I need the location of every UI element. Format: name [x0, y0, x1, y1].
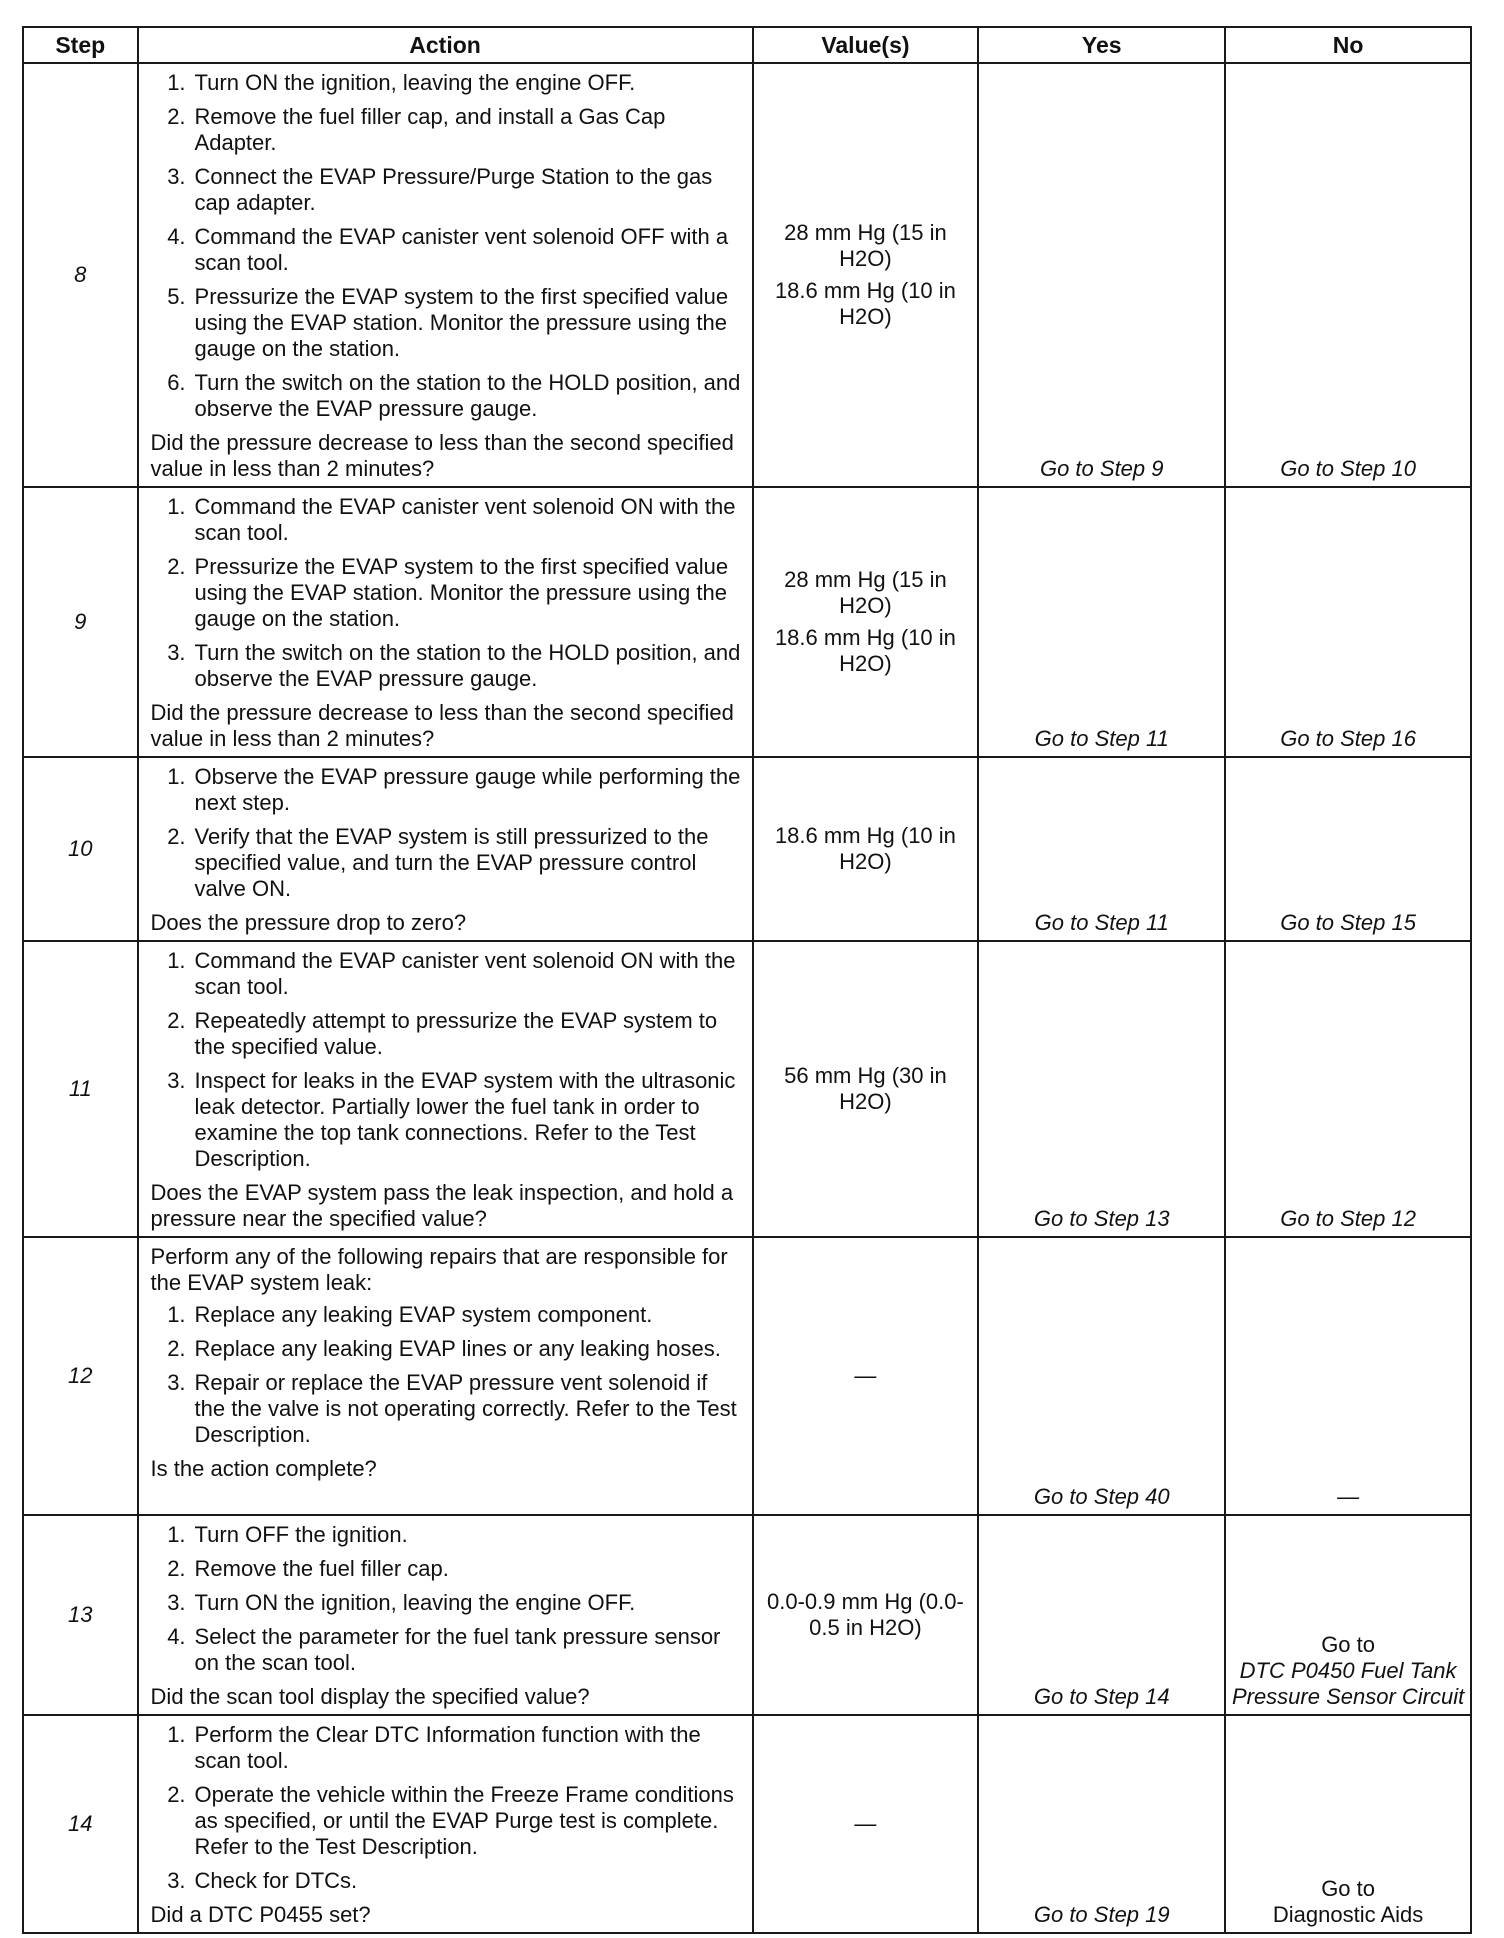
- action-list: [151, 948, 744, 1172]
- values-cell: [753, 1715, 979, 1933]
- action-item: [151, 1068, 744, 1172]
- action-item-number: 3.: [167, 640, 186, 665]
- diagnostic-table-container: [22, 26, 1472, 1934]
- action-item-number: 1.: [167, 494, 186, 519]
- values-cell: [753, 757, 979, 941]
- action-item-text: Select the parameter for the fuel tank pressure sensor on the scan tool.: [194, 1624, 721, 1675]
- action-item: [151, 370, 744, 422]
- action-item-number: 3.: [167, 1590, 186, 1615]
- action-item: [151, 1722, 744, 1774]
- action-item: [151, 948, 744, 1000]
- action-item-text: Observe the EVAP pressure gauge while performing the next step.: [194, 764, 741, 815]
- no-goto-label: Go to: [1321, 1876, 1375, 1901]
- action-item-text: Turn the switch on the station to the HOLD position, and observe the EVAP pressure gauge.: [194, 640, 741, 691]
- action-item: [151, 554, 744, 632]
- action-item: [151, 224, 744, 276]
- step-number: 12: [23, 1237, 138, 1515]
- action-item: [151, 1522, 744, 1548]
- action-item: [151, 1008, 744, 1060]
- action-item-number: 4.: [167, 1624, 186, 1649]
- table-row: [23, 757, 1471, 941]
- table-row: [23, 941, 1471, 1237]
- yes-cell: Go to Step 40: [978, 1237, 1225, 1515]
- table-body: [23, 63, 1471, 1933]
- step-number: 8: [23, 63, 138, 487]
- action-item: [151, 1868, 744, 1894]
- yes-cell: Go to Step 9: [978, 63, 1225, 487]
- header-action: Action: [138, 27, 753, 63]
- value-spec: 28 mm Hg (15 in H2O): [784, 567, 947, 618]
- action-item-text: Turn ON the ignition, leaving the engine OFF.: [194, 1590, 636, 1615]
- action-item-text: Repeatedly attempt to pressurize the EVAP system to the specified value.: [194, 1008, 718, 1059]
- action-item: [151, 494, 744, 546]
- action-item-text: Remove the fuel filler cap.: [194, 1556, 449, 1581]
- action-item-text: Command the EVAP canister vent solenoid ON with the scan tool.: [194, 948, 736, 999]
- no-cell: [1225, 1515, 1471, 1715]
- action-cell: [138, 63, 753, 487]
- action-item-text: Pressurize the EVAP system to the first specified value using the EVAP station. Monitor the pressure using the gauge on the station.: [194, 554, 729, 631]
- action-item-number: 5.: [167, 284, 186, 309]
- action-item: [151, 70, 744, 96]
- action-list: [151, 70, 744, 422]
- table-row: [23, 487, 1471, 757]
- action-item-number: 1.: [167, 948, 186, 973]
- yes-cell: Go to Step 11: [978, 757, 1225, 941]
- action-item-text: Command the EVAP canister vent solenoid ON with the scan tool.: [194, 494, 736, 545]
- value-spec: 28 mm Hg (15 in H2O): [784, 220, 947, 271]
- action-item-text: Replace any leaking EVAP lines or any leaking hoses.: [194, 1336, 721, 1361]
- action-item-number: 2.: [167, 1556, 186, 1581]
- action-cell: [138, 757, 753, 941]
- no-goto-label: Go to: [1321, 1632, 1375, 1657]
- no-cell: [1225, 1715, 1471, 1933]
- action-item-text: Repair or replace the EVAP pressure vent solenoid if the the valve is not operating correctly. Refer to the Test Description.: [194, 1370, 737, 1447]
- action-item-text: Inspect for leaks in the EVAP system with the ultrasonic leak detector. Partially lower the fuel tank in order to examine the top tank connections. Refer to the Test Description.: [194, 1068, 736, 1171]
- step-number: 9: [23, 487, 138, 757]
- action-item: [151, 1302, 744, 1328]
- action-item-number: 3.: [167, 164, 186, 189]
- action-item-text: Verify that the EVAP system is still pressurized to the specified value, and turn the EVAP pressure control valve ON.: [194, 824, 709, 901]
- yes-cell: Go to Step 19: [978, 1715, 1225, 1933]
- no-goto-reference: DTC P0450 Fuel Tank Pressure Sensor Circuit: [1231, 1658, 1465, 1709]
- value-spec: —: [854, 1811, 877, 1836]
- yes-cell: Go to Step 13: [978, 941, 1225, 1237]
- action-list: [151, 764, 744, 902]
- values-cell: [753, 63, 979, 487]
- action-list: [151, 1522, 744, 1676]
- step-number: 13: [23, 1515, 138, 1715]
- no-cell: —: [1225, 1237, 1471, 1515]
- no-cell: Go to Step 12: [1225, 941, 1471, 1237]
- diagnostic-table: [22, 26, 1472, 1934]
- action-item: [151, 1624, 744, 1676]
- table-row: [23, 63, 1471, 487]
- action-question: Did a DTC P0455 set?: [150, 1902, 371, 1927]
- action-cell: [138, 1715, 753, 1933]
- action-cell: [138, 1237, 753, 1515]
- action-item-text: Pressurize the EVAP system to the first specified value using the EVAP station. Monitor the pressure using the gauge on the station.: [194, 284, 729, 361]
- action-item-number: 2.: [167, 1782, 186, 1807]
- table-row: [23, 1237, 1471, 1515]
- header-step: Step: [23, 27, 138, 63]
- action-item-number: 2.: [167, 554, 186, 579]
- action-item-text: Operate the vehicle within the Freeze Frame conditions as specified, or until the EVAP Purge test is complete. Refer to the Test Description.: [194, 1782, 734, 1859]
- action-item-number: 6.: [167, 370, 186, 395]
- no-cell: Go to Step 15: [1225, 757, 1471, 941]
- action-question: Does the EVAP system pass the leak inspection, and hold a pressure near the specified value?: [150, 1180, 734, 1231]
- value-spec: 18.6 mm Hg (10 in H2O): [774, 625, 956, 676]
- action-item-number: 2.: [167, 1336, 186, 1361]
- values-cell: [753, 1237, 979, 1515]
- header-yes: Yes: [978, 27, 1225, 63]
- action-item-text: Replace any leaking EVAP system component.: [194, 1302, 653, 1327]
- action-item: [151, 640, 744, 692]
- action-item-text: Turn ON the ignition, leaving the engine OFF.: [194, 70, 636, 95]
- no-cell: Go to Step 16: [1225, 487, 1471, 757]
- no-goto-reference: Diagnostic Aids: [1272, 1902, 1424, 1927]
- table-row: [23, 1515, 1471, 1715]
- action-item-number: 4.: [167, 224, 186, 249]
- action-item: [151, 1590, 744, 1616]
- action-item-number: 2.: [167, 104, 186, 129]
- action-item-number: 3.: [167, 1068, 186, 1093]
- action-list: [151, 494, 744, 692]
- action-item-number: 1.: [167, 764, 186, 789]
- yes-cell: Go to Step 11: [978, 487, 1225, 757]
- action-question: Did the scan tool display the specified value?: [150, 1684, 590, 1709]
- header-no: No: [1225, 27, 1471, 63]
- action-item: [151, 1556, 744, 1582]
- action-item-text: Turn OFF the ignition.: [194, 1522, 408, 1547]
- header-values: Value(s): [753, 27, 979, 63]
- action-question: Does the pressure drop to zero?: [150, 910, 467, 935]
- action-item-text: Remove the fuel filler cap, and install a Gas Cap Adapter.: [194, 104, 666, 155]
- no-cell: Go to Step 10: [1225, 63, 1471, 487]
- action-item-number: 1.: [167, 1522, 186, 1547]
- action-item-text: Check for DTCs.: [194, 1868, 358, 1893]
- step-number: 14: [23, 1715, 138, 1933]
- values-cell: [753, 1515, 979, 1715]
- value-spec: 0.0-0.9 mm Hg (0.0-0.5 in H2O): [767, 1589, 964, 1640]
- action-item-number: 2.: [167, 1008, 186, 1033]
- action-item: [151, 1782, 744, 1860]
- action-item: [151, 1336, 744, 1362]
- action-list: [151, 1302, 744, 1448]
- table-row: [23, 1715, 1471, 1933]
- action-question: Did the pressure decrease to less than the second specified value in less than 2 minutes?: [150, 430, 734, 481]
- value-spec: 18.6 mm Hg (10 in H2O): [774, 278, 956, 329]
- action-item-number: 1.: [167, 1302, 186, 1327]
- action-item: [151, 1370, 744, 1448]
- action-question: Did the pressure decrease to less than the second specified value in less than 2 minutes?: [150, 700, 734, 751]
- action-item-text: Connect the EVAP Pressure/Purge Station to the gas cap adapter.: [194, 164, 713, 215]
- value-spec: 18.6 mm Hg (10 in H2O): [774, 823, 956, 874]
- action-item-text: Turn the switch on the station to the HOLD position, and observe the EVAP pressure gauge.: [194, 370, 741, 421]
- action-intro: Perform any of the following repairs that are responsible for the EVAP system leak:: [150, 1244, 728, 1295]
- action-item-text: Perform the Clear DTC Information function with the scan tool.: [194, 1722, 701, 1773]
- action-question: Is the action complete?: [150, 1456, 377, 1481]
- yes-cell: Go to Step 14: [978, 1515, 1225, 1715]
- action-item-number: 1.: [167, 1722, 186, 1747]
- step-number: 10: [23, 757, 138, 941]
- step-number: 11: [23, 941, 138, 1237]
- action-cell: [138, 1515, 753, 1715]
- action-cell: [138, 941, 753, 1237]
- values-cell: [753, 941, 979, 1237]
- action-item-number: 1.: [167, 70, 186, 95]
- value-spec: 56 mm Hg (30 in H2O): [784, 1063, 947, 1114]
- action-item: [151, 284, 744, 362]
- action-item: [151, 824, 744, 902]
- action-item-text: Command the EVAP canister vent solenoid OFF with a scan tool.: [194, 224, 729, 275]
- action-item: [151, 764, 744, 816]
- action-item-number: 3.: [167, 1370, 186, 1395]
- action-list: [151, 1722, 744, 1894]
- action-item: [151, 164, 744, 216]
- table-header-row: [23, 27, 1471, 63]
- values-cell: [753, 487, 979, 757]
- action-item-number: 3.: [167, 1868, 186, 1893]
- action-cell: [138, 487, 753, 757]
- value-spec: —: [854, 1363, 877, 1388]
- action-item: [151, 104, 744, 156]
- action-item-number: 2.: [167, 824, 186, 849]
